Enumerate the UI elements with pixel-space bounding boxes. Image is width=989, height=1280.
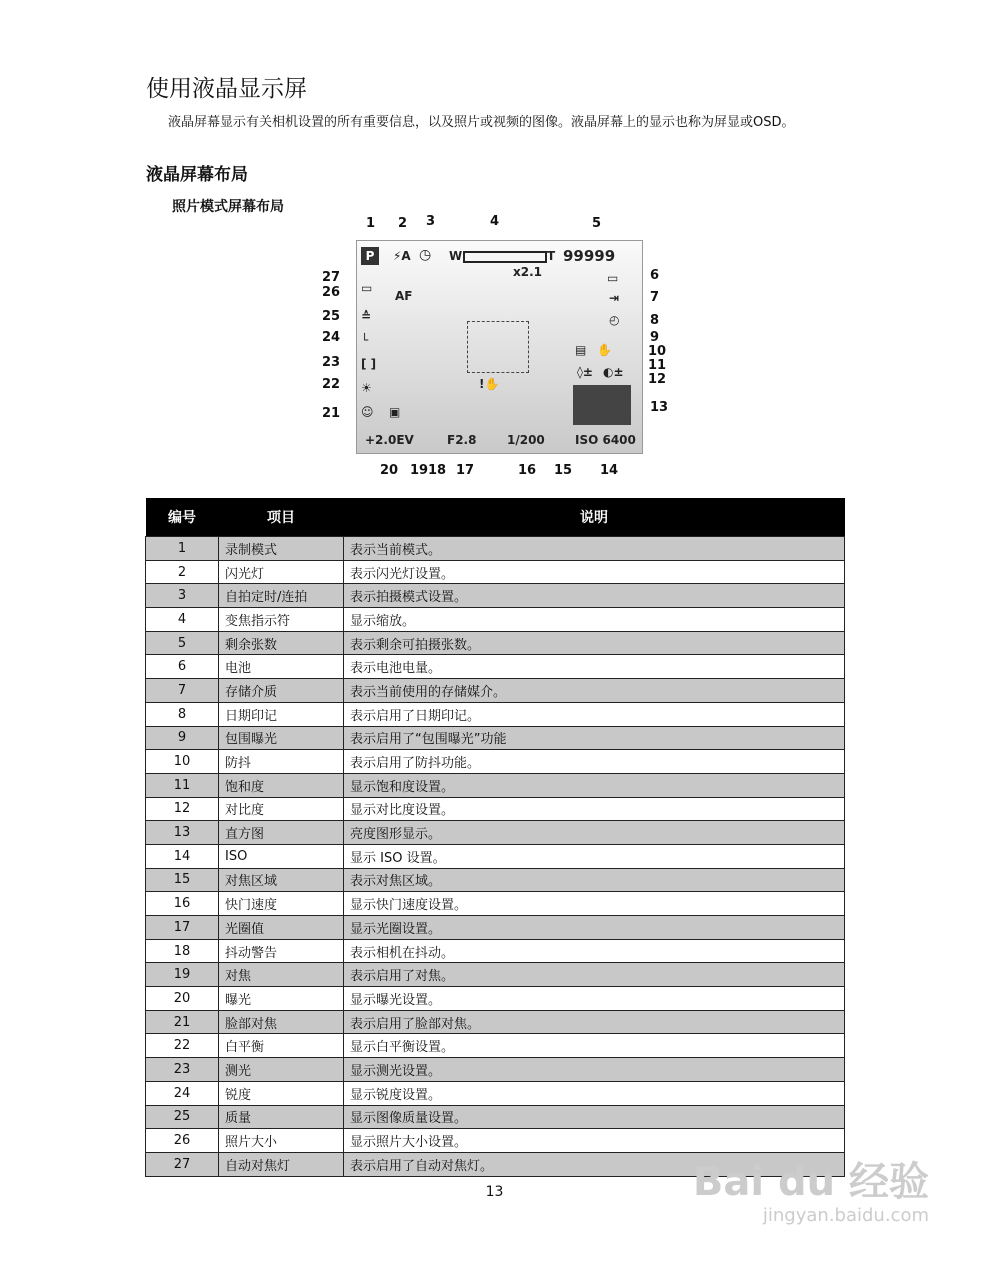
table-row [146,963,845,987]
cell-description: 显示缩放。 [344,608,845,632]
callout-10: 10 [648,344,667,359]
header-description: 说明 [344,498,845,537]
callout-3: 3 [426,214,436,229]
lcd-screen [356,240,643,454]
cell-item: 饱和度 [219,773,344,797]
table-row [146,1105,845,1129]
callout-17: 17 [456,463,475,478]
table-row [146,679,845,703]
bracket-icon: ▤ [575,343,587,357]
storage-icon: ⇥ [609,291,620,305]
table-row [146,1129,845,1153]
zoom-bar [463,251,547,263]
cell-number: 24 [146,1081,219,1105]
osd-item-table [145,498,845,1177]
cell-item: 白平衡 [219,1034,344,1058]
cell-number: 10 [146,750,219,774]
cell-description: 表示启用了自动对焦灯。 [344,1152,845,1176]
photo-size-icon: ▭ [361,281,373,295]
cell-description: 亮度图形显示。 [344,821,845,845]
cell-number: 5 [146,631,219,655]
callout-26: 26 [322,285,341,300]
cell-description: 表示启用了对焦。 [344,963,845,987]
cell-item: 包围曝光 [219,726,344,750]
cell-item: 脸部对焦 [219,1010,344,1034]
cell-description: 表示对焦区域。 [344,868,845,892]
header-number: 编号 [146,498,219,537]
callout-9: 9 [650,330,660,345]
callout-25: 25 [322,309,341,324]
callout-18: 18 [428,463,447,478]
self-timer-icon: ◷ [419,247,432,263]
table-row [146,560,845,584]
cell-item: 锐度 [219,1081,344,1105]
cell-number: 20 [146,987,219,1011]
cell-item: 剩余张数 [219,631,344,655]
callout-4: 4 [490,214,500,229]
cell-item: 直方图 [219,821,344,845]
cell-number: 26 [146,1129,219,1153]
cell-number: 12 [146,797,219,821]
cell-description: 显示锐度设置。 [344,1081,845,1105]
ev-value: +2.0EV [365,433,414,447]
table-row [146,537,845,561]
cell-number: 9 [146,726,219,750]
callout-19: 19 [410,463,429,478]
table-row [146,844,845,868]
af-lamp-icon: AF [395,289,413,303]
cell-description: 表示电池电量。 [344,655,845,679]
cell-description: 显示饱和度设置。 [344,773,845,797]
table-row [146,631,845,655]
zoom-ratio: x2.1 [513,265,542,279]
cell-description: 显示图像质量设置。 [344,1105,845,1129]
cell-description: 表示拍摄模式设置。 [344,584,845,608]
table-row [146,584,845,608]
table-row [146,821,845,845]
mode-icon: P [361,247,379,265]
cell-description: 表示启用了“包围曝光”功能 [344,726,845,750]
focus-area [467,321,529,373]
cell-number: 17 [146,916,219,940]
iso-value: ISO 6400 [575,433,636,447]
cell-description: 显示照片大小设置。 [344,1129,845,1153]
cell-item: ISO [219,844,344,868]
callout-20: 20 [380,463,399,478]
table-row [146,987,845,1011]
cell-number: 14 [146,844,219,868]
cell-item: 自动对焦灯 [219,1152,344,1176]
saturation-icon: ◊± [577,365,593,379]
callout-14: 14 [600,463,619,478]
cell-number: 22 [146,1034,219,1058]
callout-27: 27 [322,270,341,285]
cell-item: 对比度 [219,797,344,821]
sharpness-icon: └ [361,333,369,347]
cell-number: 1 [146,537,219,561]
table-row [146,892,845,916]
cell-description: 显示对比度设置。 [344,797,845,821]
table-row [146,773,845,797]
callout-12: 12 [648,372,667,387]
table-row [146,1034,845,1058]
callout-24: 24 [322,330,341,345]
table-row [146,750,845,774]
table-row [146,916,845,940]
cell-number: 6 [146,655,219,679]
callout-16: 16 [518,463,537,478]
table-row [146,939,845,963]
cell-description: 表示启用了脸部对焦。 [344,1010,845,1034]
section-title: 液晶屏幕布局 [146,165,248,185]
cell-item: 录制模式 [219,537,344,561]
callout-1: 1 [366,216,376,231]
shots-remaining: 99999 [563,247,616,265]
cell-description: 显示曝光设置。 [344,987,845,1011]
callout-15: 15 [554,463,573,478]
quality-icon: ≙ [361,309,372,323]
metering-icon: [ ] [361,357,377,371]
cell-item: 测光 [219,1058,344,1082]
face-detect-icon: ☺ [361,405,374,419]
callout-8: 8 [650,313,660,328]
watermark-url: jingyan.baidu.com [762,1205,929,1226]
cell-item: 自拍定时/连拍 [219,584,344,608]
callout-2: 2 [398,216,408,231]
cell-item: 光圈值 [219,916,344,940]
cell-description: 显示白平衡设置。 [344,1034,845,1058]
table-row [146,655,845,679]
date-stamp-icon: ◴ [609,313,620,327]
table-header-row [146,498,845,537]
cell-description: 表示相机在抖动。 [344,939,845,963]
watermark-logo: Bai du 经验 [692,1159,929,1205]
cell-description: 表示当前使用的存储媒介。 [344,679,845,703]
cell-description: 表示当前模式。 [344,537,845,561]
cell-description: 显示快门速度设置。 [344,892,845,916]
cell-number: 3 [146,584,219,608]
cell-number: 4 [146,608,219,632]
cell-number: 11 [146,773,219,797]
header-item: 项目 [219,498,344,537]
shutter-value: 1/200 [507,433,545,447]
page-title: 使用液晶显示屏 [146,76,307,102]
cell-number: 23 [146,1058,219,1082]
battery-icon: ▭ [607,271,619,285]
cell-item: 对焦区域 [219,868,344,892]
cell-item: 对焦 [219,963,344,987]
table-row [146,702,845,726]
callout-22: 22 [322,377,341,392]
callout-11: 11 [648,358,667,373]
callout-6: 6 [650,268,660,283]
cell-description: 显示 ISO 设置。 [344,844,845,868]
callout-13: 13 [650,400,669,415]
zoom-w-label: W [449,249,463,263]
table-row [146,1058,845,1082]
callout-7: 7 [650,290,660,305]
callout-23: 23 [322,355,341,370]
cell-number: 2 [146,560,219,584]
cell-description: 显示光圈设置。 [344,916,845,940]
cell-item: 曝光 [219,987,344,1011]
cell-item: 电池 [219,655,344,679]
cell-item: 存储介质 [219,679,344,703]
cell-item: 日期印记 [219,702,344,726]
cell-number: 15 [146,868,219,892]
lcd-layout-diagram [316,212,676,482]
cell-number: 19 [146,963,219,987]
page-number: 13 [485,1184,504,1200]
aperture-value: F2.8 [447,433,477,447]
cell-item: 防抖 [219,750,344,774]
table-row [146,868,845,892]
focus-icon: ▣ [389,405,401,419]
subsection-title: 照片模式屏幕布局 [172,199,284,215]
cell-description: 表示启用了日期印记。 [344,702,845,726]
cell-description: 表示闪光灯设置。 [344,560,845,584]
table-row [146,726,845,750]
cell-item: 抖动警告 [219,939,344,963]
cell-item: 质量 [219,1105,344,1129]
cell-number: 7 [146,679,219,703]
cell-description: 表示启用了防抖功能。 [344,750,845,774]
cell-description: 表示剩余可拍摄张数。 [344,631,845,655]
cell-item: 闪光灯 [219,560,344,584]
cell-number: 18 [146,939,219,963]
flash-icon: ⚡A [393,249,411,263]
table-row [146,1010,845,1034]
cell-description: 显示测光设置。 [344,1058,845,1082]
cell-number: 8 [146,702,219,726]
table-row [146,797,845,821]
stabilizer-icon: ✋ [597,343,612,357]
histogram [573,385,631,425]
cell-number: 27 [146,1152,219,1176]
cell-number: 21 [146,1010,219,1034]
cell-item: 照片大小 [219,1129,344,1153]
table-row [146,1081,845,1105]
table-row [146,608,845,632]
cell-item: 快门速度 [219,892,344,916]
shake-warning-icon: !✋ [479,377,500,391]
intro-paragraph: 液晶屏幕显示有关相机设置的所有重要信息，以及照片或视频的图像。液晶屏幕上的显示也称为屏显或OSD。 [168,115,795,130]
white-balance-icon: ☀ [361,381,372,395]
callout-21: 21 [322,406,341,421]
cell-number: 13 [146,821,219,845]
cell-item: 变焦指示符 [219,608,344,632]
cell-number: 16 [146,892,219,916]
cell-number: 25 [146,1105,219,1129]
callout-5: 5 [592,216,602,231]
contrast-icon: ◐± [603,365,624,379]
zoom-t-label: T [547,249,556,263]
